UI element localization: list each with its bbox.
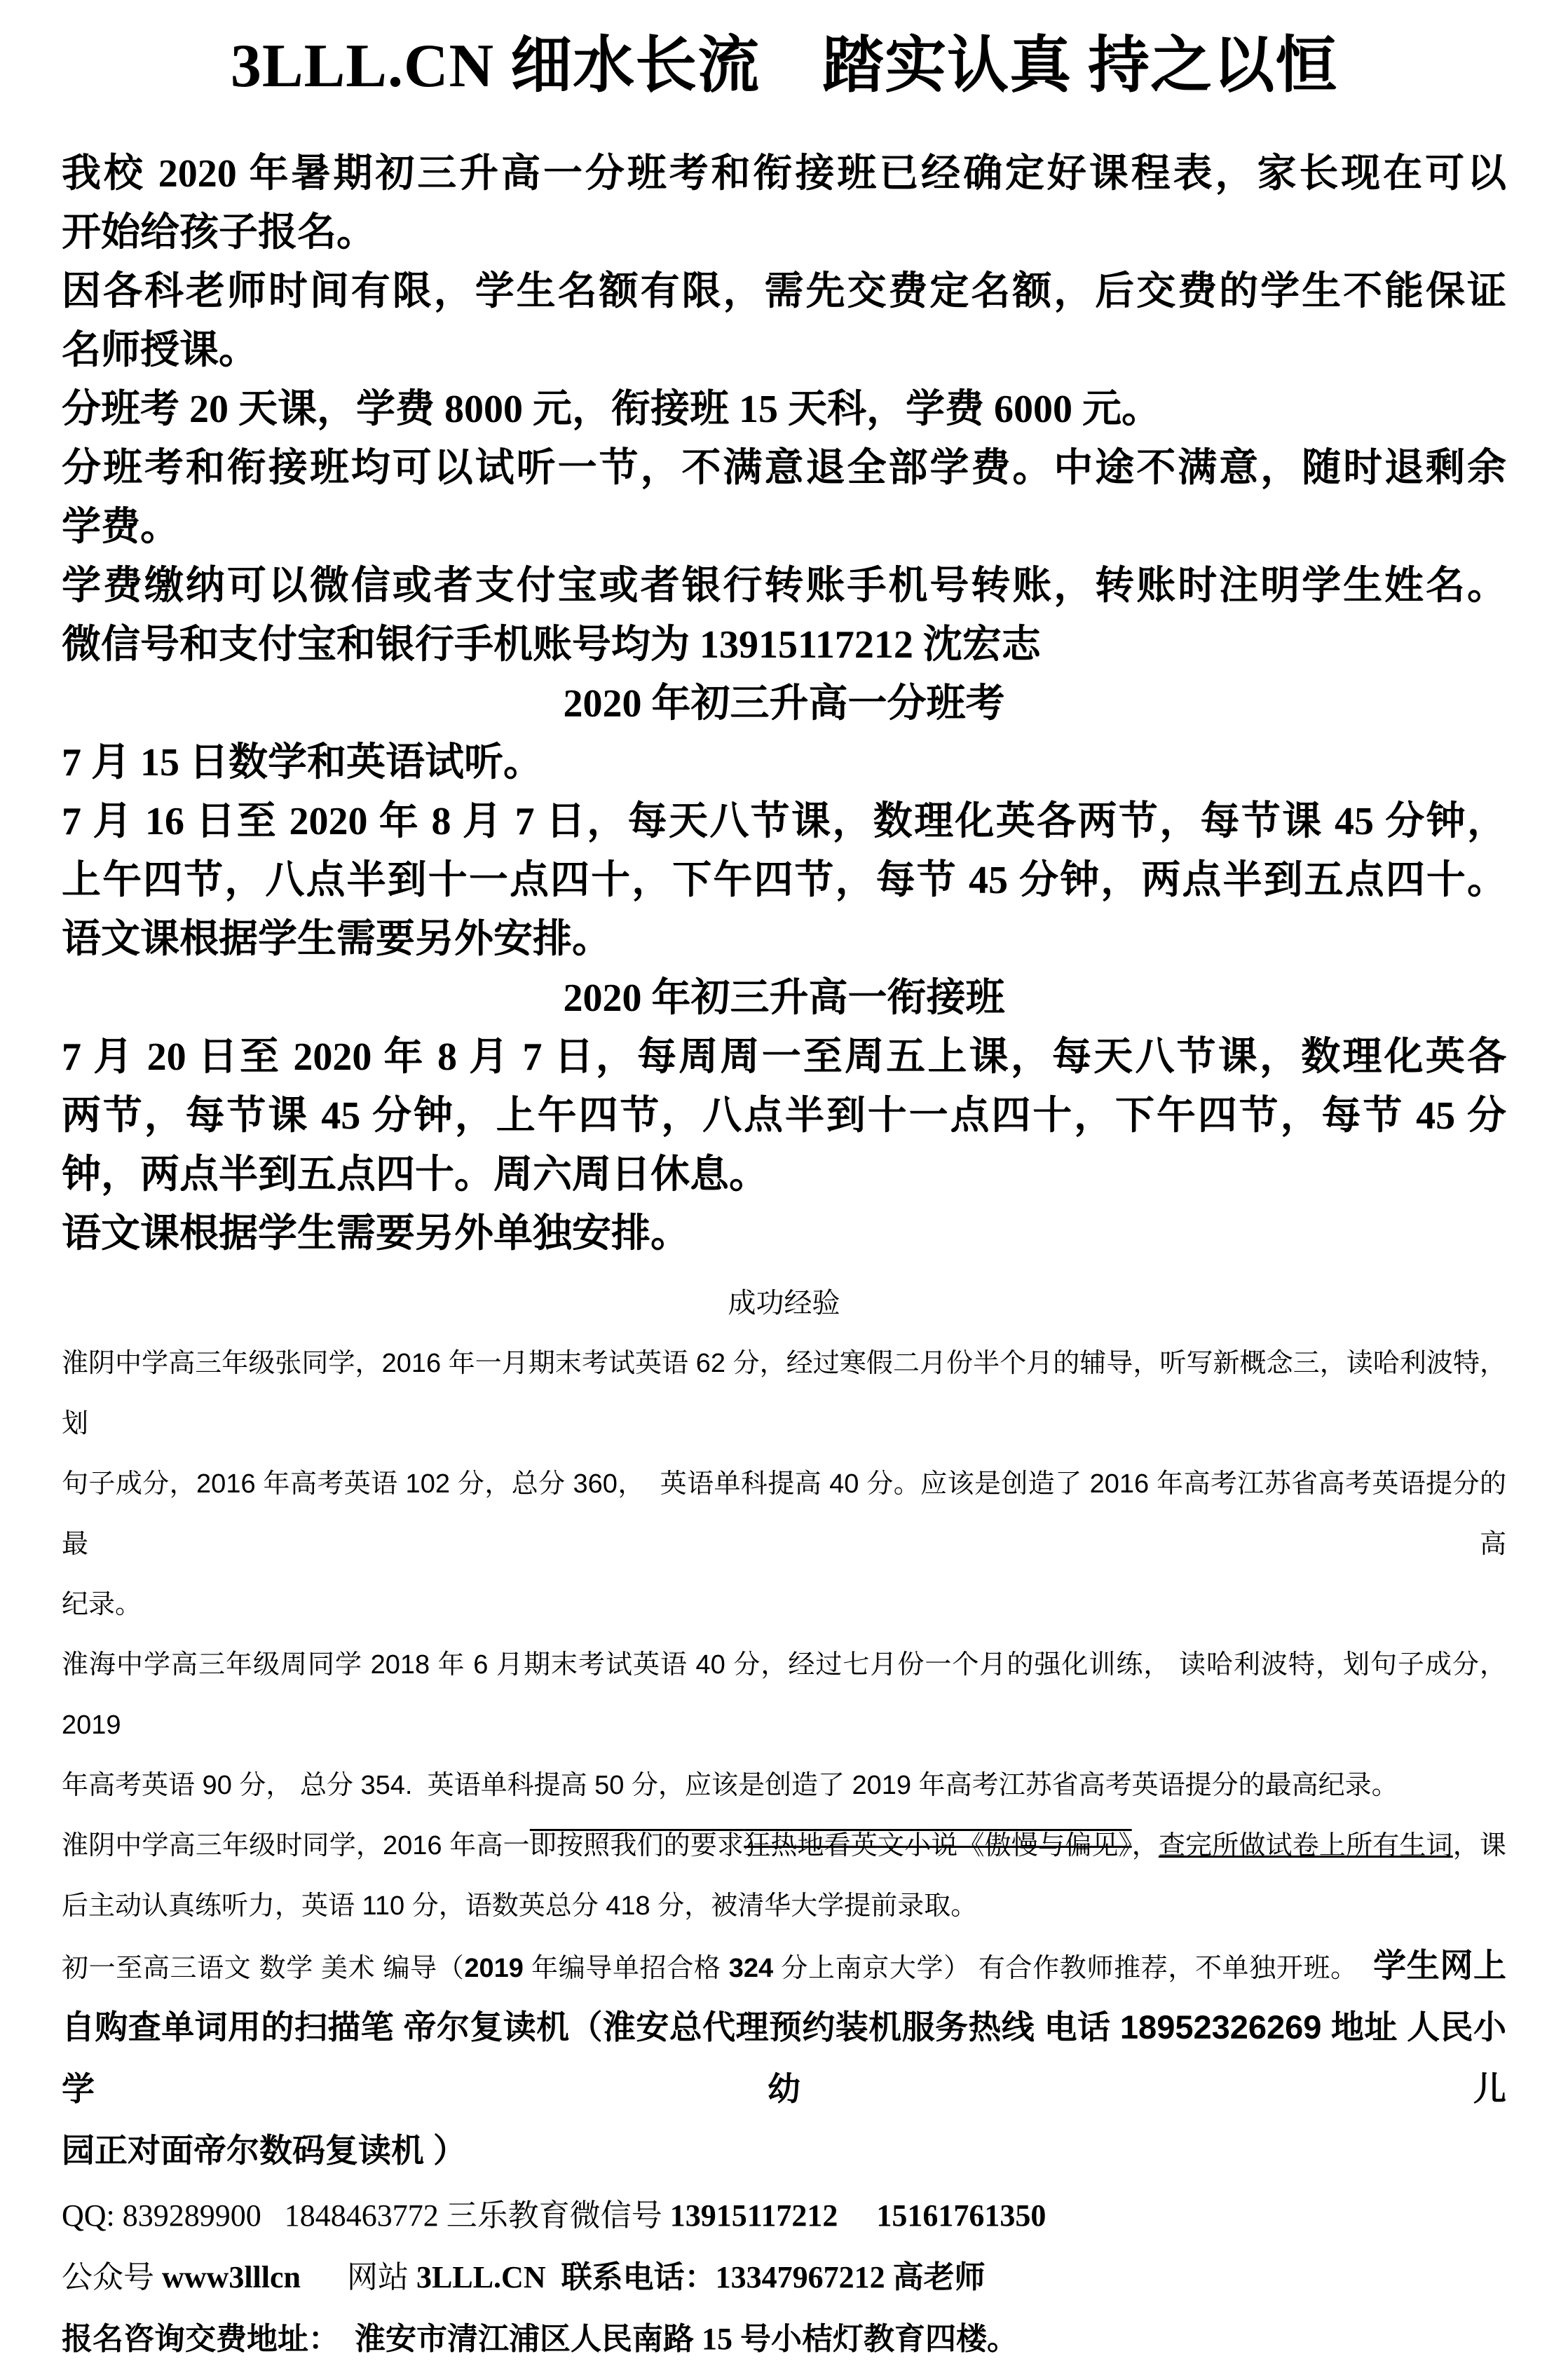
text-run: 淮海中学高三年级周同学 2018 年 6 月期末考试英语 40 分，经过七月份一个月的强化训练， 读哈利波特，划句子成分，2019	[62, 1649, 1506, 1740]
text-run: 324	[728, 1953, 774, 1983]
text-run: 纪录。	[62, 1589, 142, 1619]
text-run: 语文课根据学生需要另外单独安排。	[62, 1211, 690, 1256]
struck-text: 狂热地看英文小说《傲慢与偏见》	[744, 1830, 1132, 1860]
text-line	[62, 2249, 1506, 2306]
text-line	[62, 1936, 1506, 1998]
text-line	[62, 1755, 1506, 1816]
paragraph-8	[62, 733, 1506, 792]
text-run: 学费缴纳可以微信或者支付宝或者银行转账手机号转账，转账时注明学生姓名。	[62, 564, 1506, 608]
text-run	[838, 2198, 876, 2233]
text-run: 7 月 15 日数学和英语试听。	[62, 740, 543, 784]
text-run: 我校 2020 年暑期初三升高一分班考和衔接班已经确定好课程表，家长现在可以	[62, 151, 1506, 196]
paragraph-17	[62, 1816, 1506, 1936]
text-line	[62, 1087, 1506, 1145]
text-run: 2020 年初三升高一衔接班	[563, 976, 1005, 1020]
paragraph-6	[62, 615, 1506, 674]
text-run: 后主动认真练听力，英语 110 分，语数英总分 418 分，被清华大学提前录取。	[62, 1891, 978, 1921]
text-run: 句子成分，2016 年高考英语 102 分，总分 360， 英语单科提高 40 分。应该是创造了 2016 年高考江苏省高考英语提分的最高	[62, 1469, 1506, 1559]
text-run: 15161761350	[876, 2198, 1047, 2233]
paragraph-7	[62, 674, 1506, 733]
paragraph-14	[62, 1273, 1506, 1333]
document-body	[62, 144, 1506, 2368]
text-line	[62, 1816, 1506, 1876]
text-line	[62, 1273, 1506, 1333]
text-run: 分上南京大学） 有合作教师推荐，不单独开班。	[773, 1953, 1374, 1983]
text-run: 钟，两点半到五点四十。周六周日休息。	[62, 1152, 768, 1197]
paragraph-1	[62, 144, 1506, 262]
paragraph-15	[62, 1333, 1506, 1635]
text-line	[62, 615, 1506, 674]
text-run: 名师授课。	[62, 328, 258, 372]
text-run: 初一至高三语文 数学 美术 编导（	[62, 1953, 465, 1983]
text-run: 网站	[301, 2259, 416, 2294]
text-run: 微信号和支付宝和银行手机账号均为 13915117212 沈宏志	[62, 622, 1041, 667]
text-line	[62, 2311, 1506, 2368]
paragraph-13	[62, 1204, 1506, 1263]
text-run: 即按照我们的要求	[529, 1830, 744, 1860]
text-line	[62, 557, 1506, 615]
paragraph-19	[62, 2187, 1506, 2245]
text-line	[62, 969, 1506, 1028]
text-run: 2020 年初三升高一分班考	[563, 681, 1005, 726]
text-run: 年高考英语 90 分， 总分 354. 英语单科提高 50 分，应该是创造了 2019 年高考江苏省高考英语提分的最高纪录。	[62, 1770, 1398, 1800]
text-line	[62, 792, 1506, 851]
text-run: QQ: 839289900 1848463772 三乐教育微信号	[62, 2198, 670, 2233]
paragraph-16	[62, 1635, 1506, 1816]
text-line	[62, 439, 1506, 498]
text-run: 7 月 16 日至 2020 年 8 月 7 日，每天八节课，数理化英各两节，每节课 45 分钟，	[62, 799, 1506, 843]
text-line	[62, 262, 1506, 321]
text-line	[62, 851, 1506, 910]
text-line	[62, 1635, 1506, 1755]
text-run: 两节，每节课 45 分钟，上午四节，八点半到十一点四十，下午四节，每节 45 分	[62, 1094, 1506, 1138]
text-line	[62, 1204, 1506, 1263]
text-run: ，课	[1452, 1830, 1506, 1860]
text-run: 学费。	[62, 505, 179, 549]
text-run: 因各科老师时间有限，学生名额有限，需先交费定名额，后交费的学生不能保证	[62, 269, 1506, 313]
text-run: 年编导单招合格	[523, 1953, 729, 1983]
text-run: 上午四节，八点半到十一点四十，下午四节，每节 45 分钟，两点半到五点四十。	[62, 858, 1506, 902]
paragraph-3	[62, 380, 1506, 439]
text-line	[62, 1454, 1506, 1574]
paragraph-21	[62, 2311, 1506, 2368]
page-title: 3LLL.CN 细水长流 踏实认真 持之以恒	[230, 32, 1338, 100]
text-line	[62, 498, 1506, 557]
text-line	[62, 1028, 1506, 1087]
text-line	[62, 203, 1506, 262]
text-line	[62, 321, 1506, 380]
text-run: 语文课根据学生需要另外安排。	[62, 917, 611, 961]
text-line	[62, 1145, 1506, 1204]
paragraph-10	[62, 910, 1506, 969]
text-run: 13915117212	[669, 2198, 838, 2233]
text-run: 3LLL.CN 联系电话：13347967212 高老师	[416, 2259, 986, 2294]
paragraph-4	[62, 439, 1506, 557]
text-line	[62, 674, 1506, 733]
paragraph-20	[62, 2249, 1506, 2306]
text-line	[62, 2187, 1506, 2245]
text-run: 淮阴中学高三年级时同学，2016 年高一	[62, 1830, 530, 1860]
underlined-text: 查完所做试卷上所有生词	[1158, 1830, 1453, 1860]
text-line	[62, 380, 1506, 439]
text-line	[62, 733, 1506, 792]
text-line	[62, 1876, 1506, 1936]
text-line	[62, 144, 1506, 203]
text-line	[62, 1333, 1506, 1454]
text-line	[62, 910, 1506, 969]
paragraph-9	[62, 792, 1506, 910]
paragraph-2	[62, 262, 1506, 380]
paragraph-5	[62, 557, 1506, 615]
text-line	[62, 1574, 1506, 1635]
text-run: 园正对面帝尔数码复读机 ）	[62, 2131, 467, 2169]
text-line	[62, 2121, 1506, 2183]
text-run: 分班考和衔接班均可以试听一节，不满意退全部学费。中途不满意，随时退剩余	[62, 446, 1506, 490]
paragraph-12	[62, 1028, 1506, 1204]
text-run: 2019	[464, 1953, 524, 1983]
text-run: 报名咨询交费地址： 淮安市清江浦区人民南路 15 号小桔灯教育四楼。	[62, 2321, 1018, 2356]
text-run: 开始给孩子报名。	[62, 210, 376, 254]
text-run: 公众号	[62, 2259, 162, 2294]
text-run: www3lllcn	[162, 2259, 301, 2294]
paragraph-11	[62, 969, 1506, 1028]
text-run: 7 月 20 日至 2020 年 8 月 7 日，每周周一至周五上课，每天八节课，数理化英各	[62, 1035, 1506, 1079]
text-run: 淮阴中学高三年级张同学，2016 年一月期末考试英语 62 分，经过寒假二月份半个月的辅导，听写新概念三，读哈利波特，划	[62, 1348, 1506, 1438]
text-run: 成功经验	[728, 1287, 840, 1319]
text-run: ，	[1131, 1830, 1159, 1860]
text-run: 自购查单词用的扫描笔 帝尔复读机（淮安总代理预约装机服务热线 电话 18952326269 地址 人民小学幼儿	[62, 2008, 1506, 2107]
text-run: 学生网上	[1373, 1946, 1507, 1984]
paragraph-18	[62, 1936, 1506, 2183]
text-run: 分班考 20 天课，学费 8000 元，衔接班 15 天科，学费 6000 元。	[62, 387, 1161, 431]
text-line	[62, 1998, 1506, 2121]
